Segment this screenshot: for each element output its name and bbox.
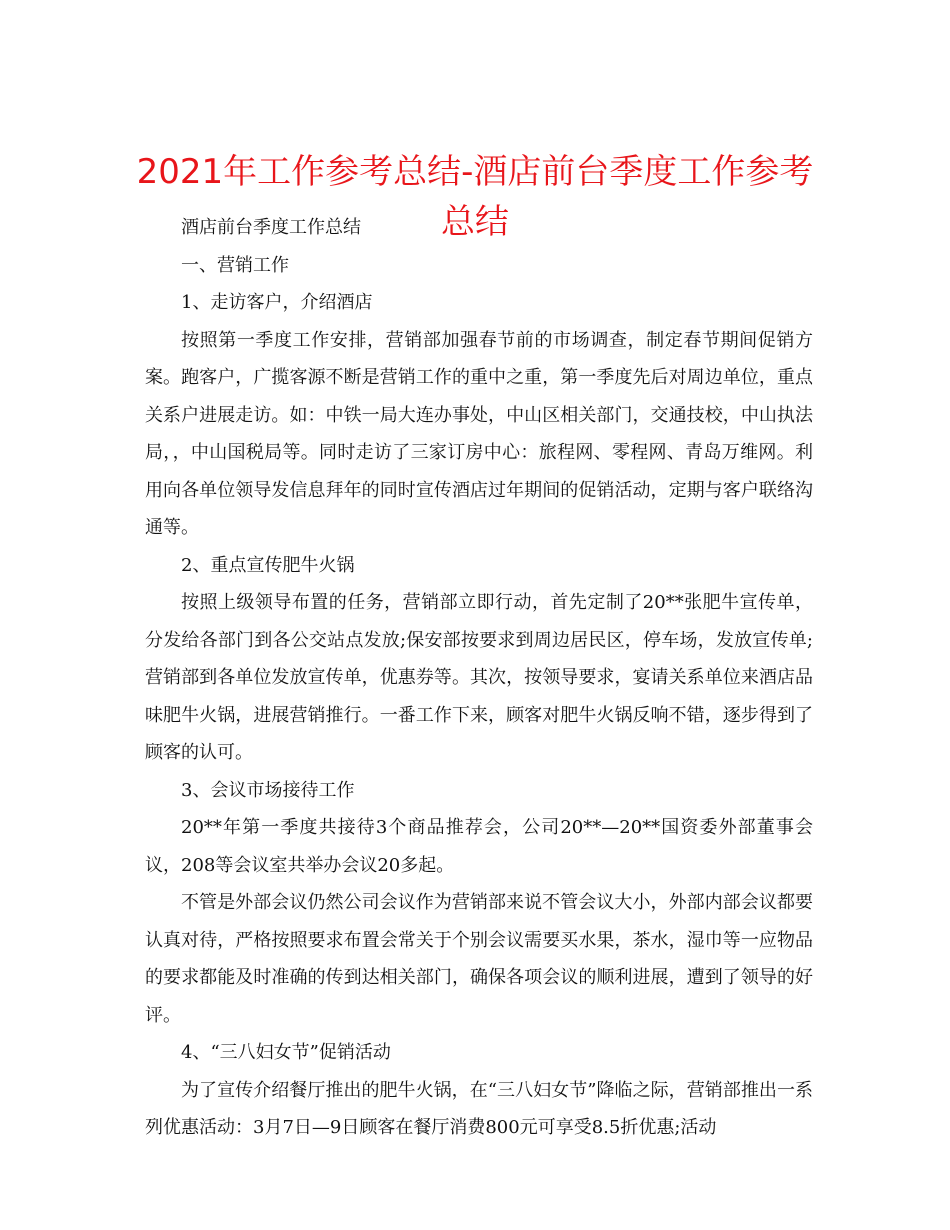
paragraph-section-marketing: 一、营销工作 bbox=[181, 254, 289, 276]
paragraph-visits-text: 按照第一季度工作安排，营销部加强春节前的市场调查，制定春节期间促销方案。跑客户，广揽客源不断是营销工作的重中之重，第一季度先后对周边单位，重点关系户进展走访。如：中铁一局大连办事处，中山区相关部门，交通技校，中山执法局，，中山国税局等。同时走访了三家订房中心：旅程网、零程网、青岛万维网。利用向各单位领导发信息拜年的同时宣传酒店过年期间的促销活动，定期与客户联络沟通等。 bbox=[145, 329, 813, 538]
paragraph-subsection-meetings: 3、会议市场接待工作 bbox=[181, 779, 355, 801]
paragraph-womens-day-text: 为了宣传介绍餐厅推出的肥牛火锅，在“三八妇女节”降临之际，营销部推出一系列优惠活动：3月7日—9日顾客在餐厅消费800元可享受8.5折优惠;活动 bbox=[145, 1079, 813, 1138]
paragraph-heading-summary: 酒店前台季度工作总结 bbox=[181, 217, 361, 238]
paragraph-subsection-visits: 1、走访客户，介绍酒店 bbox=[181, 292, 373, 313]
paragraph-subsection-hotpot: 2、重点宣传肥牛火锅 bbox=[181, 554, 355, 576]
paragraph-hotpot-text: 按照上级领导布置的任务，营销部立即行动，首先定制了20**张肥牛宣传单，分发给各部门到各公交站点发放;保安部按要求到周边居民区，停车场，发放宣传单;营销部到各单位发放宣传单，优惠券等。其次，按领导要求，宴请关系单位来酒店品味肥牛火锅，进展营销推行。一番工作下来，顾客对肥牛火锅反响不错，逐步得到了顾客的认可。 bbox=[145, 592, 813, 763]
document-title: 2021年工作参考总结-酒店前台季度工作参考总结 bbox=[136, 151, 814, 242]
paragraph-meetings-detail: 不管是外部会议仍然公司会议作为营销部来说不管会议大小，外部内部会议都要认真对待，严格按照要求布置会常关于个别会议需要买水果，茶水，湿巾等一应物品的要求都能及时准确的传到达相关部门，确保各项会议的顺利进展，遭到了领导的好评。 bbox=[145, 892, 813, 1026]
paragraph-subsection-womens-day: 4、“三八妇女节”促销活动 bbox=[181, 1042, 391, 1063]
paragraph-meetings-text: 20**年第一季度共接待3个商品推荐会，公司20**—20**国资委外部董事会议，208等会议室共举办会议20多起。 bbox=[145, 817, 813, 876]
document-body bbox=[145, 209, 813, 1147]
